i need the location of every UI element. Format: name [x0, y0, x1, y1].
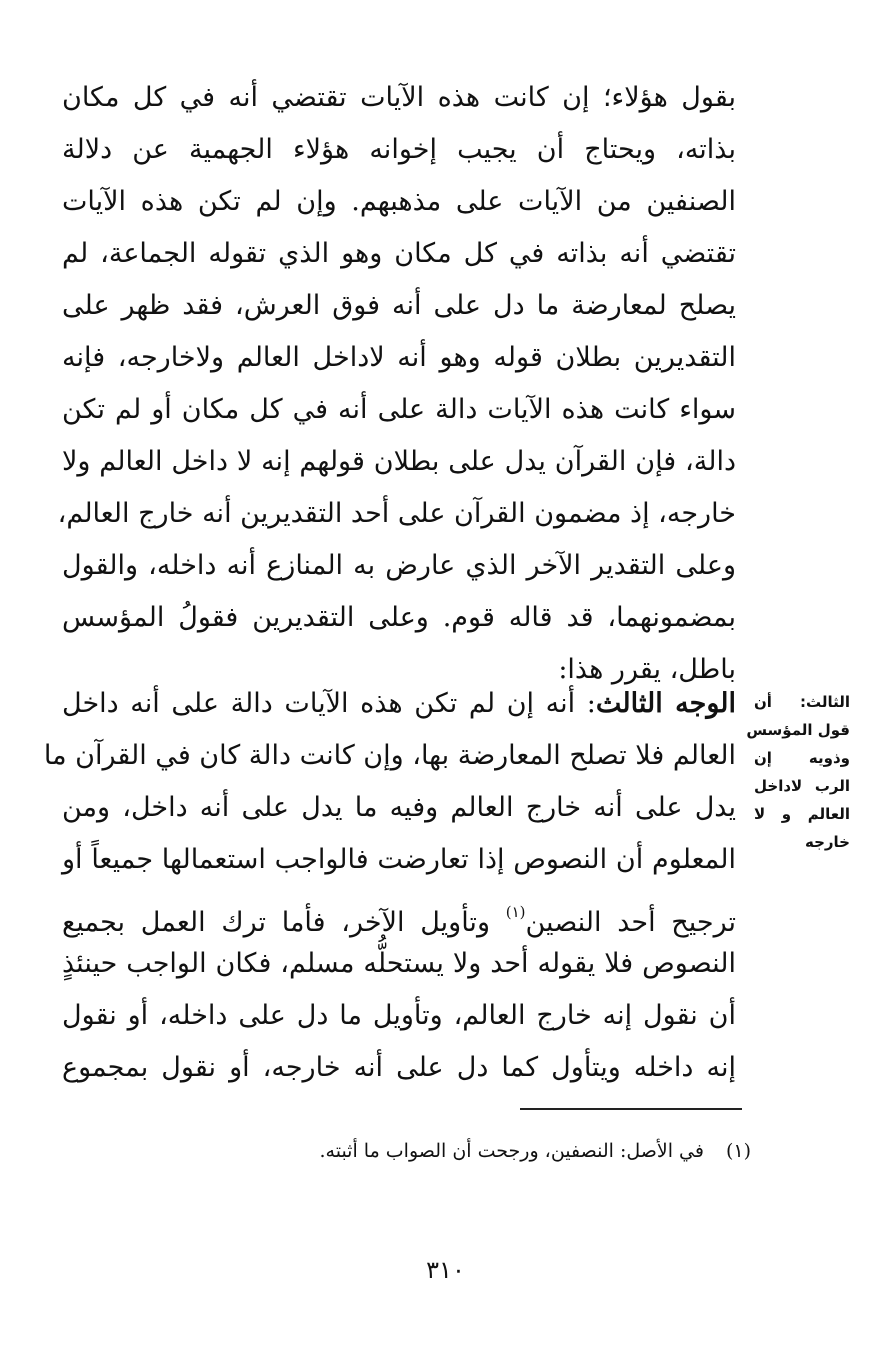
text-segment: ترجيح أحد النصين: [525, 907, 736, 938]
margin-note-line: وذويه إن: [754, 749, 850, 767]
footnote-number: (١): [725, 1140, 751, 1162]
text-line: [62, 678, 736, 730]
footnote-reference[interactable]: (١): [505, 903, 526, 921]
text-line: إنه داخله ويتأول كما دل على أنه خارجه، أو نقول بمجموع: [62, 1052, 736, 1083]
text-line: وعلى التقدير الآخر الذي عارض به المنازع أنه داخله، والقول: [62, 550, 736, 581]
section-heading: الوجه الثالث: [595, 688, 736, 719]
margin-note: [746, 688, 850, 856]
text-line: أن نقول إنه خارج العالم، وتأويل ما دل على داخله، أو نقول: [62, 1000, 736, 1031]
text-line: التقديرين بطلان قوله وهو أنه لاداخل العالم ولاخارجه، فإنه: [62, 342, 736, 373]
text-line: تقتضي أنه بذاته في كل مكان وهو الذي تقوله الجماعة، لم: [62, 238, 736, 269]
page-number: ٣١٠: [426, 1256, 465, 1284]
text-segment: : أنه إن لم تكن هذه الآيات دالة على أنه داخل: [62, 688, 596, 719]
text-line: دالة، فإن القرآن يدل على بطلان قولهم إنه لا داخل العالم ولا: [62, 446, 736, 477]
footnote-separator: [520, 1108, 742, 1110]
footnote: [319, 1136, 751, 1166]
text-line: يدل على أنه خارج العالم وفيه ما يدل على أنه داخل، ومن: [62, 792, 736, 823]
footnote-text: في الأصل: النصفين، ورجحت أن الصواب ما أثبته.: [319, 1140, 704, 1162]
text-line: بقول هؤلاء؛ إن كانت هذه الآيات تقتضي أنه في كل مكان: [62, 82, 736, 113]
text-line: بذاته، ويحتاج أن يجيب إخوانه هؤلاء الجهمية عن دلالة: [62, 134, 736, 165]
main-paragraph-continued: [57, 72, 736, 696]
text-line: الصنفين من الآيات على مذهبهم. وإن لم تكن هذه الآيات: [62, 186, 736, 217]
margin-note-line: الثالث: أن: [754, 693, 850, 711]
text-line: باطل، يقرر هذا:: [558, 654, 736, 685]
text-line: المعلوم أن النصوص إذا تعارضت فالواجب استعمالها جميعاً أو: [62, 844, 736, 875]
text-line: سواء كانت هذه الآيات دالة على أنه في كل مكان أو لم تكن: [62, 394, 736, 425]
section-third-aspect: [43, 678, 736, 1094]
text-line: خارجه، إذ مضمون القرآن على أحد التقديرين أنه خارج العالم،: [57, 498, 736, 529]
margin-note-line: الرب لاداخل: [754, 777, 850, 795]
text-line: العالم فلا تصلح المعارضة بها، وإن كانت دالة كان في القرآن ما: [43, 740, 736, 771]
text-line: بمضمونهما، قد قاله قوم. وعلى التقديرين فقولُ المؤسس: [62, 602, 736, 633]
text-segment: وتأويل الآخر، فأما ترك العمل بجميع: [62, 907, 506, 938]
margin-note-line: خارجه: [805, 833, 850, 851]
margin-note-line: قول المؤسس: [746, 721, 850, 739]
text-line: [62, 886, 736, 938]
text-line: النصوص فلا يقوله أحد ولا يستحلُّه مسلم، فكان الواجب حينئذٍ: [62, 948, 736, 979]
margin-note-line: العالم و لا: [754, 805, 850, 823]
text-line: يصلح لمعارضة ما دل على أنه فوق العرش، فقد ظهر على: [62, 290, 736, 321]
